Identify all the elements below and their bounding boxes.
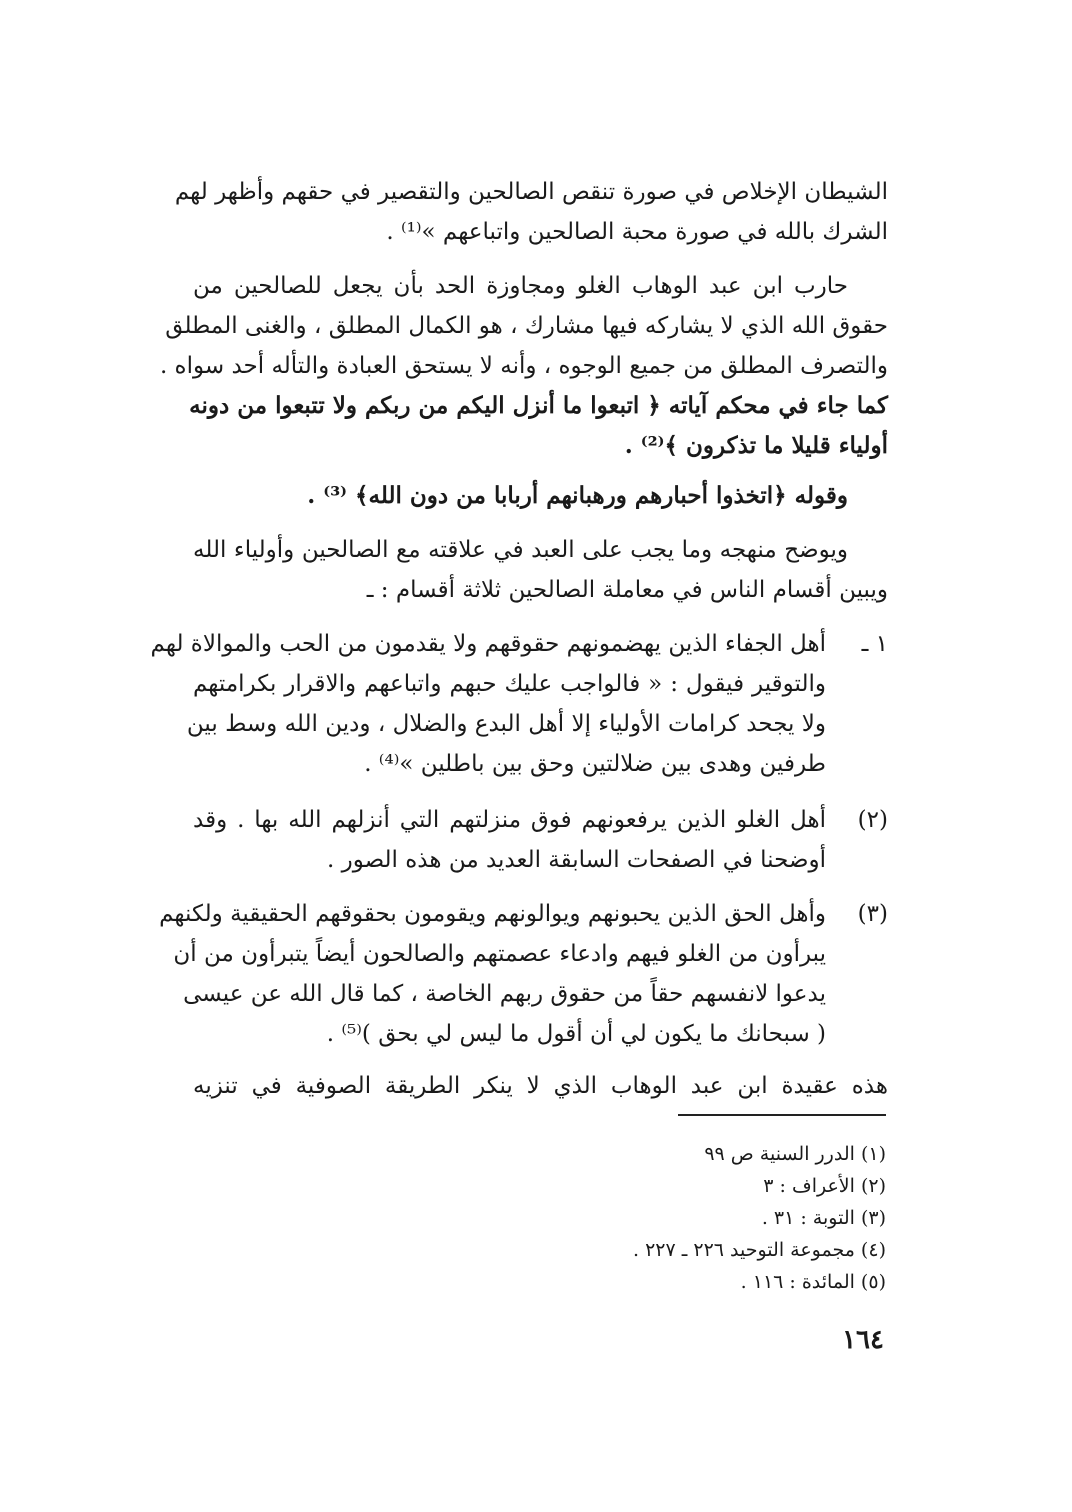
paragraph-three-categories	[193, 530, 888, 610]
list-number: ١ ـ	[861, 631, 888, 657]
list-number: (٢)	[857, 807, 888, 833]
paragraph-wahhab-against-extremism	[159, 266, 888, 466]
list-item-3	[159, 894, 888, 1054]
footnote: (٥) المائدة : ١١٦ .	[740, 1271, 886, 1293]
page-number: ١٦٤	[842, 1325, 884, 1355]
footnote: (٣) التوبة : ٣١ .	[761, 1207, 886, 1229]
text-line: حقوق الله الذي لا يشاركه فيها مشارك ، هو الكمال المطلق ، والغنى المطلق	[165, 313, 888, 339]
quran-verse-line: كما جاء في محكم آياته ﴿ اتبعوا ما أنزل اليكم من ربكم ولا تتبعوا من دونه	[189, 392, 888, 419]
paragraph-verse-quote	[193, 476, 888, 516]
text-line: أوضحنا في الصفحات السابقة العديد من هذه الصور .	[326, 847, 826, 873]
text-line: يبرأون من الغلو فيهم وادعاء عصمتهم والصالحون أيضاً يتبرأون من أن	[173, 941, 826, 967]
list-item-2	[193, 800, 888, 880]
quran-verse-line: أولياء قليلا ما تذكرون ﴾⁽²⁾ .	[624, 432, 888, 459]
footnote: (٢) الأعراف : ٣	[763, 1175, 886, 1197]
footnote-divider	[678, 1114, 886, 1116]
list-number: (٣)	[857, 901, 888, 927]
footnote: (١) الدرر السنية ص ٩٩	[704, 1143, 886, 1165]
text-line: والتوقير فيقول : « فالواجب عليك حبهم واتباعهم والاقرار بكرامتهم	[193, 671, 826, 697]
text-line: ولا يجحد كرامات الأولياء إلا أهل البدع والضلال ، ودين الله وسط بين	[186, 711, 826, 737]
text-line: أهل الجفاء الذين يهضمونهم حقوقهم ولا يقدمون من الحب والموالاة لهم	[150, 631, 826, 657]
text-line: ويبين أقسام الناس في معاملة الصالحين ثلاثة أقسام : ـ	[366, 577, 888, 603]
text-line: والتصرف المطلق من جميع الوجوه ، وأنه لا يستحق العبادة والتأله أحد سواه .	[159, 353, 888, 379]
text-line: يدعوا لانفسهم حقاً من حقوق ربهم الخاصة ، كما قال الله عن عيسى	[183, 981, 826, 1007]
list-body	[193, 800, 826, 880]
text-line: حارب ابن عبد الوهاب الغلو ومجاوزة الحد بأن يجعل للصالحين من	[193, 273, 848, 299]
footnote: (٤) مجموعة التوحيد ٢٢٦ ـ ٢٢٧ .	[632, 1239, 886, 1261]
text-line: طرفين وهدى بين ضلالتين وحق بين باطلين »⁽⁴⁾ .	[364, 751, 826, 777]
text-line: الشيطان الإخلاص في صورة تنقص الصالحين والتقصير في حقهم وأظهر لهم	[174, 179, 888, 205]
paragraph-continuation	[174, 172, 888, 252]
text-line: هذه عقيدة ابن عبد الوهاب الذي لا ينكر الطريقة الصوفية في تنزيه	[193, 1073, 888, 1099]
list-body	[159, 894, 826, 1054]
quran-verse-line: وقوله ﴿اتخذوا أحبارهم ورهبانهم أربابا من دون الله﴾ ⁽³⁾ .	[307, 482, 848, 509]
text-line: ويوضح منهجه وما يجب على العبد في علاقته مع الصالحين وأولياء الله	[193, 537, 848, 563]
paragraph-closing	[193, 1066, 888, 1106]
list-body	[150, 624, 826, 784]
text-line: الشرك بالله في صورة محبة الصالحين واتباعهم »⁽¹⁾ .	[386, 219, 888, 245]
text-line: وأهل الحق الذين يحبونهم ويوالونهم ويقومون بحقوقهم الحقيقية ولكنهم	[159, 901, 826, 927]
text-line: أهل الغلو الذين يرفعونهم فوق منزلتهم التي أنزلهم الله بها . وقد	[193, 807, 826, 833]
footnotes	[580, 1138, 886, 1298]
list-item-1	[150, 624, 888, 784]
text-line: ( سبحانك ما يكون لي أن أقول ما ليس لي بحق )⁽⁵⁾ .	[326, 1021, 826, 1047]
